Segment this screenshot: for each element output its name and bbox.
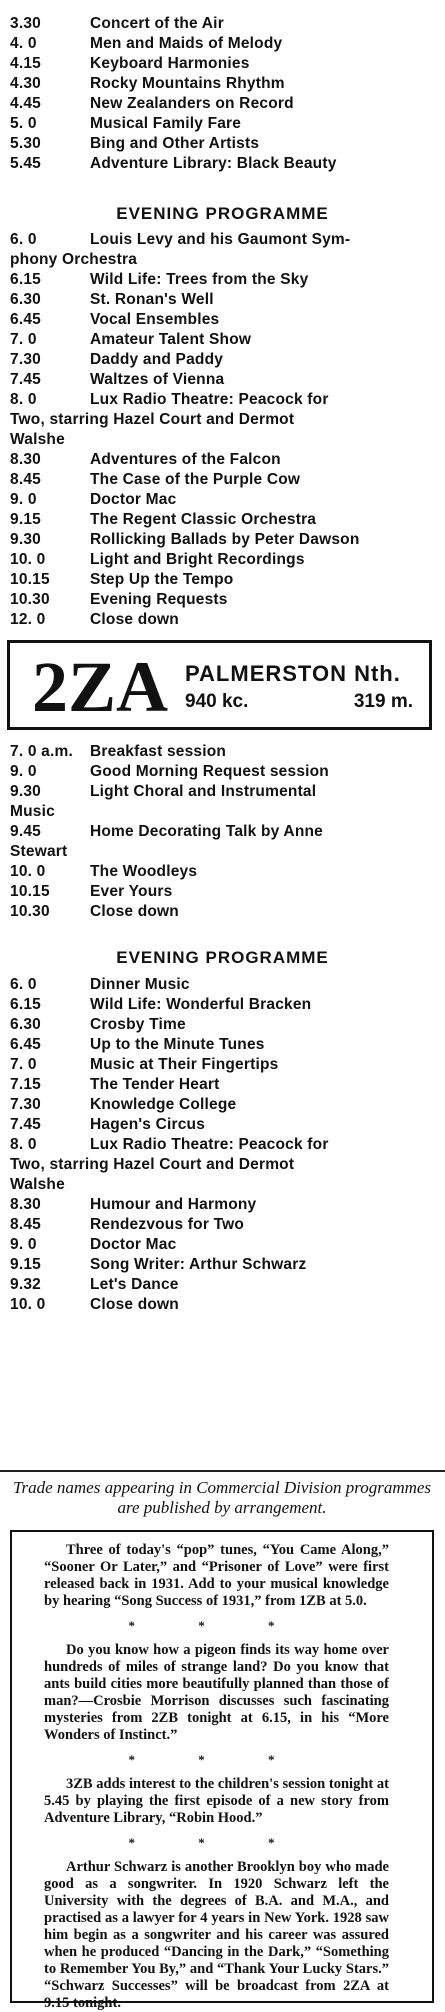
list-item: 6.30 St. Ronan's Well (10, 291, 214, 308)
list-item: 8.45 Rendezvous for Two (10, 1216, 245, 1233)
list-item: 9.15 The Regent Classic Orchestra (10, 511, 317, 528)
station-header (7, 640, 432, 730)
paragraph: Do you know how a pigeon finds its way home over hundreds of miles of strange land? Do you know that ants build cities more beautifully planned than those of man?—Crosbie Morrison discusses such fascinating mysteries from 2ZB tonight at 6.15, in his “More Wonders of Instinct.” (44, 1642, 389, 1743)
trade-names-note: Trade names appearing in Commercial Division programmes are published by arrangement. (12, 1478, 432, 1517)
list-item: 10.30 Evening Requests (10, 591, 228, 608)
star-divider: * * * (128, 1752, 305, 1767)
paragraph: 3ZB adds interest to the children's session tonight at 5.45 by playing the first episode of a new story from Adventure Library, “Robin Hood.” (44, 1776, 389, 1826)
list-item: 9. 0 Doctor Mac (10, 491, 177, 508)
divider (0, 1470, 445, 1472)
list-item: 7.45 Waltzes of Vienna (10, 371, 225, 388)
list-item: 4.30 Rocky Mountains Rhythm (10, 75, 285, 92)
list-item: 7.15 The Tender Heart (10, 1076, 220, 1093)
highlights-box (10, 1530, 434, 2011)
station-frequency: 940 kc. (185, 691, 249, 712)
list-item: 9. 0 Good Morning Request session (10, 763, 329, 780)
list-item: 6.15 Wild Life: Wonderful Bracken (10, 996, 312, 1013)
list-item: 7. 0 Music at Their Fingertips (10, 1056, 279, 1073)
list-item: 4. 0 Men and Maids of Melody (10, 35, 283, 52)
list-item: 6.45 Vocal Ensembles (10, 311, 220, 328)
list-item: 6.45 Up to the Minute Tunes (10, 1036, 265, 1053)
list-item: 9.30 Light Choral and Instrumental Music (10, 783, 317, 820)
list-item: 10. 0 Light and Bright Recordings (10, 551, 305, 568)
list-item: 8. 0 Lux Radio Theatre: Peacock for Two, starring Hazel Court and Dermot Walshe (10, 391, 329, 448)
star-divider: * * * (128, 1835, 305, 1850)
list-item: 9.45 Home Decorating Talk by Anne Stewart (10, 823, 323, 860)
list-item: 3.30 Concert of the Air (10, 15, 224, 32)
list-item: 10.30 Close down (10, 903, 179, 920)
list-item: 7. 0 Amateur Talent Show (10, 331, 252, 348)
list-item: 9. 0 Doctor Mac (10, 1236, 177, 1253)
paragraph: Three of today's “pop” tunes, “You Came Along,” “Sooner Or Later,” and “Prisoner of Love” were first released back in 1931. Add to your musical knowledge by hearing “Song Success of 1931,” from 1ZB at 5.0. (44, 1542, 389, 1609)
list-item: 10. 0 Close down (10, 1296, 179, 1313)
highlights-text (44, 1542, 389, 2012)
list-item: 10.15 Ever Yours (10, 883, 173, 900)
list-item: 5.45 Adventure Library: Black Beauty (10, 155, 337, 172)
star-divider: * * * (128, 1618, 305, 1633)
list-item: 6. 0 Dinner Music (10, 976, 190, 993)
list-item: 7.30 Knowledge College (10, 1096, 237, 1113)
list-item: 5. 0 Musical Family Fare (10, 115, 242, 132)
list-item: 6. 0 Louis Levy and his Gaumont Sym- phony Orchestra (10, 231, 351, 268)
list-item: 5.30 Bing and Other Artists (10, 135, 260, 152)
list-item: 8. 0 Lux Radio Theatre: Peacock for Two, starring Hazel Court and Dermot Walshe (10, 1136, 329, 1193)
list-item: 10. 0 The Woodleys (10, 863, 198, 880)
evening-heading: EVENING PROGRAMME (116, 948, 329, 967)
list-item: 9.32 Let's Dance (10, 1276, 179, 1293)
list-item: 9.15 Song Writer: Arthur Schwarz (10, 1256, 307, 1273)
list-item: 12. 0 Close down (10, 611, 179, 628)
list-item: 6.15 Wild Life: Trees from the Sky (10, 271, 309, 288)
station-city: PALMERSTON Nth. (185, 661, 401, 686)
list-item: 7. 0 a.m. Breakfast session (10, 743, 227, 760)
evening-heading: EVENING PROGRAMME (116, 204, 329, 223)
list-item: 9.30 Rollicking Ballads by Peter Dawson (10, 531, 360, 548)
list-item: 6.30 Crosby Time (10, 1016, 186, 1033)
station-wavelength: 319 m. (353, 691, 413, 712)
afternoon-listing (10, 14, 440, 174)
list-item: 4.15 Keyboard Harmonies (10, 55, 250, 72)
list-item: 8.30 Humour and Harmony (10, 1196, 257, 1213)
list-item: 10.15 Step Up the Tempo (10, 571, 234, 588)
morning-listing (10, 742, 440, 922)
list-item: 8.45 The Case of the Purple Cow (10, 471, 301, 488)
list-item: 7.30 Daddy and Paddy (10, 351, 224, 368)
list-item: 4.45 New Zealanders on Record (10, 95, 294, 112)
station-call-sign: 2ZA (32, 647, 169, 727)
evening-listing-2 (10, 975, 440, 1315)
list-item: 7.45 Hagen's Circus (10, 1116, 206, 1133)
evening-listing-1 (10, 230, 440, 630)
list-item: 8.30 Adventures of the Falcon (10, 451, 281, 468)
paragraph: Arthur Schwarz is another Brooklyn boy who made good as a songwriter. In 1920 Schwarz left the University with the degrees of B.A. and M.A., and practised as a lawyer for 4 years in New York. 1928 saw him begin as a songwriter and his career was assured when he produced “Dancing in the Dark,” “Something to Remember You By,” and “Thank Your Lucky Stars.” “Schwarz Successes” will be broadcast from 2ZA at 9.15 tonight. (44, 1859, 389, 2011)
